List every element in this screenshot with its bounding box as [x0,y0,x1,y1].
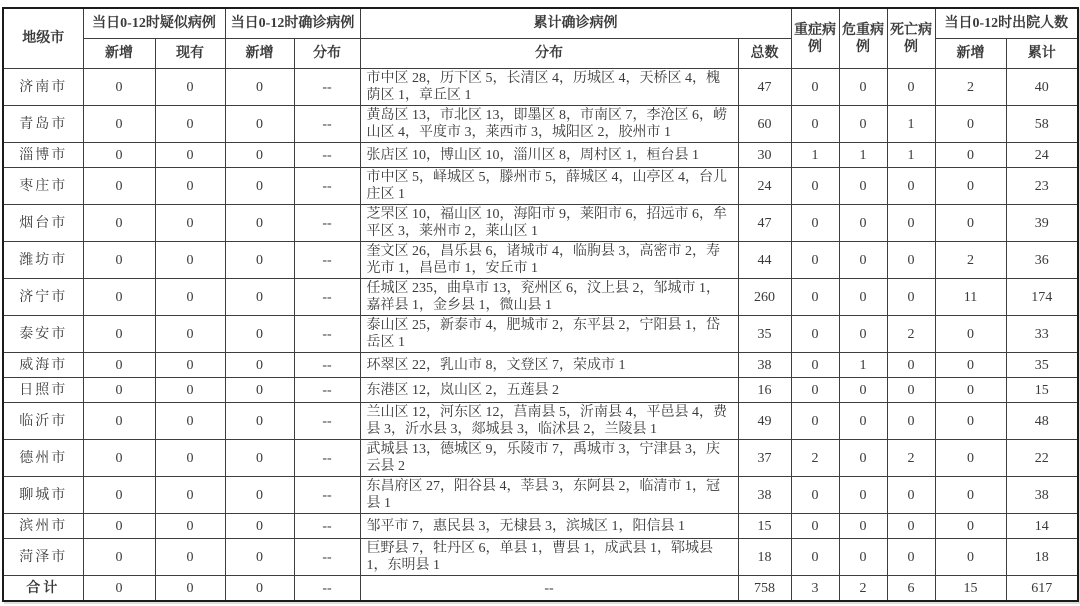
cell-severe: 0 [791,279,839,316]
cell-critical: 0 [839,279,887,316]
cell-death: 0 [887,69,935,106]
header-death: 死亡病例 [887,8,935,69]
table-row [3,205,1078,242]
cell-discharged-new: 0 [935,477,1006,514]
cell-cumulative-total: 18 [738,539,791,576]
cell-cumulative-dist: 东港区 12，岚山区 2，五莲县 2 [360,378,738,403]
cell-death: 0 [887,514,935,539]
cell-critical: 0 [839,403,887,440]
cell-cumulative-total: 16 [738,378,791,403]
header-city: 地级市 [3,8,83,69]
cell-death: 1 [887,106,935,143]
cell-death: 0 [887,477,935,514]
cell-discharged-new: 11 [935,279,1006,316]
cell-critical: 0 [839,168,887,205]
cell-cumulative-dist: 张店区 10，博山区 10，淄川区 8，周村区 1，桓台县 1 [360,143,738,168]
cell-cumulative-total: 38 [738,353,791,378]
cell-severe: 0 [791,477,839,514]
cell-death: 2 [887,440,935,477]
cell-death: 2 [887,316,935,353]
cell-cumulative-total: 44 [738,242,791,279]
table-row-total [3,576,1078,602]
cell-city: 济宁市 [3,279,83,316]
cell-confirmed-new: 0 [225,316,294,353]
cell-confirmed-dist: -- [294,106,360,143]
cell-city: 青岛市 [3,106,83,143]
cell-suspected-existing: 0 [155,576,225,602]
table-header [3,8,1078,69]
table-body [3,69,1078,602]
cell-discharged-new: 0 [935,106,1006,143]
cell-suspected-new: 0 [83,242,155,279]
cell-suspected-new: 0 [83,316,155,353]
cell-cumulative-total: 260 [738,279,791,316]
table-row [3,514,1078,539]
cell-discharged-total: 36 [1006,242,1078,279]
header-confirmed-group: 当日0-12时确诊病例 [225,8,360,39]
cell-confirmed-new: 0 [225,205,294,242]
cell-cumulative-dist: 邹平市 7，惠民县 3，无棣县 3，滨城区 1，阳信县 1 [360,514,738,539]
cell-suspected-new: 0 [83,353,155,378]
cell-suspected-existing: 0 [155,378,225,403]
cell-confirmed-new: 0 [225,242,294,279]
cell-confirmed-dist: -- [294,514,360,539]
cell-city: 临沂市 [3,403,83,440]
cell-critical: 0 [839,440,887,477]
cell-cumulative-dist: -- [360,576,738,602]
cell-cumulative-total: 47 [738,69,791,106]
cell-discharged-new: 0 [935,403,1006,440]
header-discharged-group: 当日0-12时出院人数 [935,8,1078,39]
header-cumulative-group: 累计确诊病例 [360,8,791,39]
cell-critical: 0 [839,242,887,279]
cell-critical: 1 [839,353,887,378]
cell-confirmed-new: 0 [225,279,294,316]
cell-suspected-new: 0 [83,69,155,106]
cell-suspected-new: 0 [83,143,155,168]
cell-severe: 0 [791,168,839,205]
table-row [3,279,1078,316]
cell-suspected-existing: 0 [155,539,225,576]
cell-death: 0 [887,242,935,279]
cell-city: 枣庄市 [3,168,83,205]
cell-discharged-new: 0 [935,205,1006,242]
cell-discharged-total: 14 [1006,514,1078,539]
cell-confirmed-dist: -- [294,477,360,514]
cell-confirmed-new: 0 [225,576,294,602]
cell-discharged-total: 174 [1006,279,1078,316]
cell-confirmed-new: 0 [225,477,294,514]
cell-critical: 0 [839,69,887,106]
table-row [3,143,1078,168]
cell-city: 日照市 [3,378,83,403]
cell-suspected-existing: 0 [155,477,225,514]
cell-suspected-existing: 0 [155,279,225,316]
cell-confirmed-dist: -- [294,403,360,440]
cell-confirmed-dist: -- [294,69,360,106]
cell-cumulative-total: 35 [738,316,791,353]
header-cumulative-total: 总数 [738,39,791,69]
cell-city: 威海市 [3,353,83,378]
cell-suspected-existing: 0 [155,69,225,106]
cell-death: 0 [887,353,935,378]
table-row [3,403,1078,440]
table-row [3,106,1078,143]
cell-discharged-new: 15 [935,576,1006,602]
cell-suspected-new: 0 [83,279,155,316]
cell-discharged-new: 0 [935,539,1006,576]
cell-cumulative-dist: 兰山区 12，河东区 12，莒南县 5，沂南县 4，平邑县 4，费县 3，沂水县 3，郯城县 3，临沭县 2，兰陵县 1 [360,403,738,440]
cell-confirmed-dist: -- [294,576,360,602]
cell-severe: 0 [791,316,839,353]
cell-discharged-new: 0 [935,440,1006,477]
cell-cumulative-dist: 黄岛区 13，市北区 13，即墨区 8，市南区 7，李沧区 6，崂山区 4，平度市 3，莱西市 3，城阳区 2，胶州市 1 [360,106,738,143]
cell-critical: 0 [839,514,887,539]
cell-severe: 0 [791,539,839,576]
cell-suspected-existing: 0 [155,353,225,378]
header-discharged-new: 新增 [935,39,1006,69]
cell-severe: 0 [791,353,839,378]
cell-discharged-total: 58 [1006,106,1078,143]
cell-suspected-new: 0 [83,168,155,205]
cell-city: 合计 [3,576,83,602]
cell-discharged-total: 22 [1006,440,1078,477]
cell-city: 泰安市 [3,316,83,353]
cell-suspected-existing: 0 [155,403,225,440]
cell-death: 1 [887,143,935,168]
cell-discharged-new: 0 [935,378,1006,403]
cell-critical: 0 [839,205,887,242]
cell-suspected-new: 0 [83,539,155,576]
cell-critical: 0 [839,106,887,143]
cell-confirmed-dist: -- [294,440,360,477]
cell-confirmed-new: 0 [225,514,294,539]
cell-discharged-total: 35 [1006,353,1078,378]
cell-confirmed-dist: -- [294,539,360,576]
cell-confirmed-new: 0 [225,106,294,143]
cell-critical: 1 [839,143,887,168]
cell-death: 0 [887,168,935,205]
cell-severe: 0 [791,242,839,279]
table-row [3,539,1078,576]
header-confirmed-new: 新增 [225,39,294,69]
header-severe: 重症病例 [791,8,839,69]
cell-cumulative-dist: 环翠区 22，乳山市 8，文登区 7，荣成市 1 [360,353,738,378]
cell-discharged-new: 0 [935,353,1006,378]
cell-death: 6 [887,576,935,602]
cell-suspected-existing: 0 [155,316,225,353]
cell-discharged-total: 33 [1006,316,1078,353]
cell-suspected-new: 0 [83,205,155,242]
cell-cumulative-total: 37 [738,440,791,477]
cell-cumulative-total: 38 [738,477,791,514]
cell-discharged-total: 39 [1006,205,1078,242]
cell-cumulative-dist: 东昌府区 27，阳谷县 4，莘县 3，东阿县 2，临清市 1，冠县 1 [360,477,738,514]
cell-critical: 0 [839,539,887,576]
cell-suspected-existing: 0 [155,242,225,279]
header-confirmed-dist: 分布 [294,39,360,69]
cell-suspected-existing: 0 [155,440,225,477]
cell-cumulative-dist: 巨野县 7，牡丹区 6，单县 1，曹县 1，成武县 1，郓城县 1，东明县 1 [360,539,738,576]
header-suspected-group: 当日0-12时疑似病例 [83,8,225,39]
cell-cumulative-dist: 市中区 5，峄城区 5，滕州市 5，薛城区 4，山亭区 4，台儿庄区 1 [360,168,738,205]
header-discharged-total: 累计 [1006,39,1078,69]
cell-city: 潍坊市 [3,242,83,279]
cell-severe: 0 [791,205,839,242]
cell-cumulative-dist: 芝罘区 10，福山区 10，海阳市 9，莱阳市 6，招远市 6，牟平区 3，莱州市 2，莱山区 1 [360,205,738,242]
cell-severe: 0 [791,69,839,106]
cell-cumulative-total: 47 [738,205,791,242]
cell-confirmed-new: 0 [225,69,294,106]
cell-discharged-total: 617 [1006,576,1078,602]
cell-severe: 0 [791,378,839,403]
cell-critical: 2 [839,576,887,602]
cell-severe: 0 [791,403,839,440]
cell-city: 聊城市 [3,477,83,514]
cell-suspected-new: 0 [83,514,155,539]
header-suspected-new: 新增 [83,39,155,69]
cell-critical: 0 [839,316,887,353]
cell-cumulative-dist: 泰山区 25，新泰市 4，肥城市 2，东平县 2，宁阳县 1，岱岳区 1 [360,316,738,353]
cell-suspected-new: 0 [83,576,155,602]
cell-suspected-existing: 0 [155,205,225,242]
cell-city: 济南市 [3,69,83,106]
cell-severe: 0 [791,106,839,143]
table-row [3,440,1078,477]
cell-confirmed-new: 0 [225,378,294,403]
cell-cumulative-total: 758 [738,576,791,602]
cell-discharged-new: 0 [935,143,1006,168]
cell-death: 0 [887,378,935,403]
cell-confirmed-new: 0 [225,539,294,576]
cell-discharged-total: 24 [1006,143,1078,168]
cell-cumulative-total: 24 [738,168,791,205]
cell-severe: 0 [791,514,839,539]
cell-discharged-total: 40 [1006,69,1078,106]
cell-cumulative-total: 15 [738,514,791,539]
cell-cumulative-total: 30 [738,143,791,168]
cell-discharged-new: 2 [935,242,1006,279]
cell-city: 德州市 [3,440,83,477]
table-row [3,316,1078,353]
cell-confirmed-dist: -- [294,143,360,168]
cell-discharged-new: 0 [935,316,1006,353]
cell-city: 烟台市 [3,205,83,242]
cell-death: 0 [887,539,935,576]
cell-discharged-new: 0 [935,168,1006,205]
cell-cumulative-dist: 武城县 13，德城区 9，乐陵市 7，禹城市 3，宁津县 3，庆云县 2 [360,440,738,477]
cell-discharged-new: 2 [935,69,1006,106]
cell-confirmed-dist: -- [294,316,360,353]
cell-confirmed-dist: -- [294,279,360,316]
cell-discharged-total: 18 [1006,539,1078,576]
cell-cumulative-dist: 市中区 28，历下区 5，长清区 4，历城区 4，天桥区 4，槐荫区 1，章丘区 1 [360,69,738,106]
cell-suspected-new: 0 [83,477,155,514]
statistics-table [2,7,1079,602]
table-row [3,353,1078,378]
cell-cumulative-total: 60 [738,106,791,143]
cell-severe: 2 [791,440,839,477]
cell-confirmed-dist: -- [294,205,360,242]
table-row [3,69,1078,106]
cell-discharged-total: 15 [1006,378,1078,403]
cell-suspected-new: 0 [83,106,155,143]
cell-death: 0 [887,205,935,242]
cell-discharged-total: 23 [1006,168,1078,205]
cell-death: 0 [887,279,935,316]
cell-confirmed-dist: -- [294,353,360,378]
cell-city: 淄博市 [3,143,83,168]
cell-confirmed-new: 0 [225,168,294,205]
cell-critical: 0 [839,477,887,514]
cell-death: 0 [887,403,935,440]
cell-discharged-total: 38 [1006,477,1078,514]
cell-city: 滨州市 [3,514,83,539]
cell-confirmed-dist: -- [294,168,360,205]
table-row [3,477,1078,514]
cell-confirmed-new: 0 [225,403,294,440]
cell-suspected-new: 0 [83,440,155,477]
cell-severe: 1 [791,143,839,168]
header-critical: 危重病例 [839,8,887,69]
cell-severe: 3 [791,576,839,602]
cell-suspected-existing: 0 [155,106,225,143]
cell-cumulative-total: 49 [738,403,791,440]
cell-suspected-existing: 0 [155,143,225,168]
cell-suspected-new: 0 [83,378,155,403]
cell-suspected-existing: 0 [155,168,225,205]
cell-critical: 0 [839,378,887,403]
table-row [3,168,1078,205]
cell-confirmed-new: 0 [225,353,294,378]
cell-confirmed-new: 0 [225,440,294,477]
cell-confirmed-dist: -- [294,242,360,279]
header-suspected-existing: 现有 [155,39,225,69]
cell-confirmed-new: 0 [225,143,294,168]
header-cumulative-dist: 分布 [360,39,738,69]
cell-discharged-new: 0 [935,514,1006,539]
cell-discharged-total: 48 [1006,403,1078,440]
header-row-groups [3,8,1078,39]
cell-cumulative-dist: 任城区 235，曲阜市 13，兖州区 6，汶上县 2，邹城市 1，嘉祥县 1，金乡县 1，微山县 1 [360,279,738,316]
cell-confirmed-dist: -- [294,378,360,403]
table-row [3,242,1078,279]
cell-cumulative-dist: 奎文区 26，昌乐县 6，诸城市 4，临朐县 3，高密市 2，寿光市 1，昌邑市 1，安丘市 1 [360,242,738,279]
cell-city: 菏泽市 [3,539,83,576]
cell-suspected-existing: 0 [155,514,225,539]
table-row [3,378,1078,403]
cell-suspected-new: 0 [83,403,155,440]
